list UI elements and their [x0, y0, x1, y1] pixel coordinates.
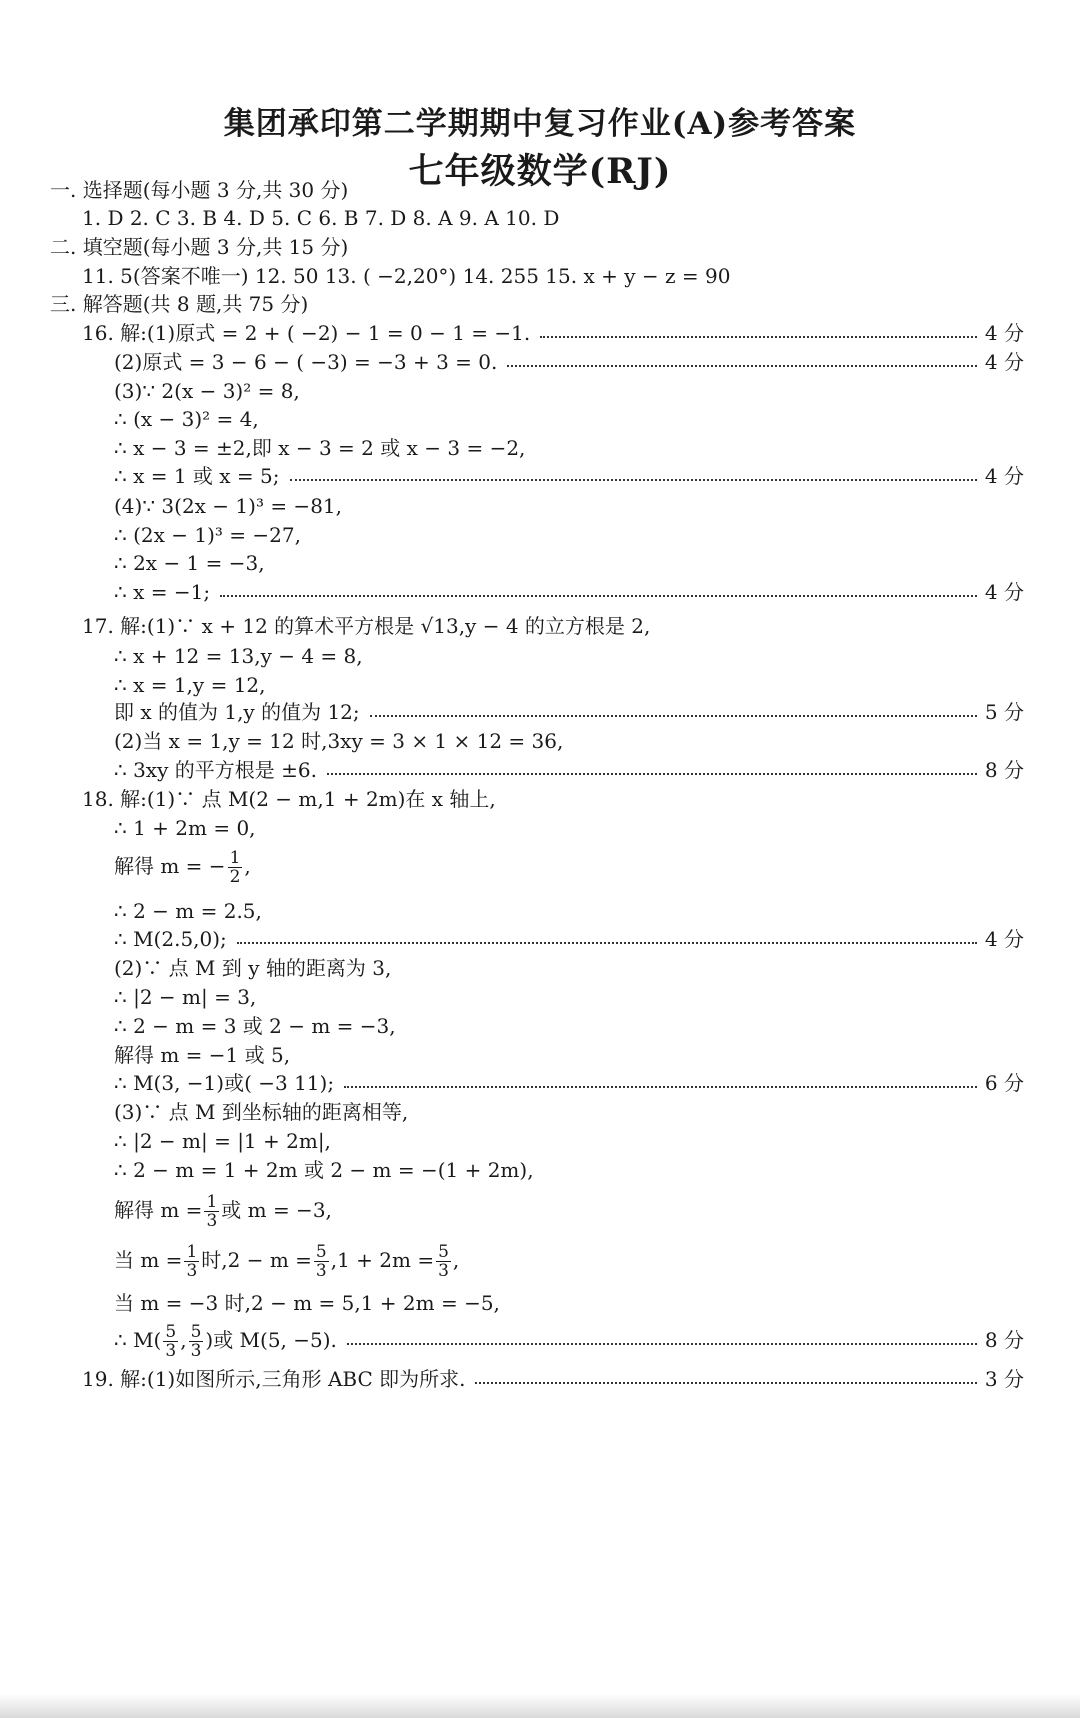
numerator: 1 [206, 1192, 218, 1212]
solution-line: 当 m = −3 时,2 − m = 5,1 + 2m = −5, [114, 1291, 500, 1315]
numerator: 5 [190, 1322, 202, 1342]
score-label: 4 分 [984, 321, 1024, 345]
solution-text: ∴ x = −1; [114, 580, 211, 604]
fraction [184, 1243, 199, 1280]
page-title: 集团承印第二学期期中复习作业(A)参考答案 [223, 106, 857, 142]
leader-dots [540, 336, 977, 338]
solution-line [114, 461, 1024, 491]
solution-text: 解得 m = [114, 1198, 203, 1222]
leader-dots [347, 1343, 977, 1345]
solution-line: ∴ x + 12 = 13,y − 4 = 8, [114, 644, 363, 668]
solution-line: ∴ 1 + 2m = 0, [114, 816, 256, 840]
solution-line: (3)∵ 2(x − 3)² = 8, [114, 379, 300, 403]
solution-text: 即 x 的值为 1,y 的值为 12; [114, 700, 360, 724]
denominator: 3 [315, 1261, 327, 1281]
solution-text: 19. 解:(1)如图所示,三角形 ABC 即为所求. [82, 1367, 466, 1391]
fraction [228, 849, 243, 886]
leader-dots [475, 1382, 976, 1384]
fraction [436, 1243, 451, 1280]
solution-text: 或 m = −3, [221, 1198, 332, 1222]
denominator: 3 [438, 1261, 449, 1281]
leader-dots [370, 715, 977, 717]
denominator: 3 [190, 1341, 202, 1361]
solution-line [114, 846, 251, 886]
solution-text: ∴ M( [114, 1328, 162, 1352]
score-label: 4 分 [984, 927, 1024, 951]
leader-dots [290, 479, 977, 481]
solution-text: ,1 + 2m = [330, 1248, 435, 1272]
solution-line: 17. 解:(1)∵ x + 12 的算术平方根是 √13,y − 4 的立方根是 2, [82, 614, 651, 638]
fraction [189, 1323, 204, 1360]
solution-text [114, 1320, 337, 1360]
fraction [204, 1193, 219, 1230]
solution-line [114, 1190, 332, 1230]
solution-text: 解得 m = − [114, 854, 226, 878]
section-heading: 三. 解答题(共 8 题,共 75 分) [50, 292, 309, 316]
score-label: 6 分 [984, 1071, 1024, 1095]
solution-line [114, 924, 1024, 954]
numerator: 5 [438, 1242, 449, 1262]
solution-line [114, 697, 1024, 727]
section-heading: 二. 填空题(每小题 3 分,共 15 分) [50, 235, 349, 259]
score-label: 4 分 [984, 350, 1024, 374]
solution-line: ∴ (x − 3)² = 4, [114, 407, 259, 431]
solution-line [82, 1364, 1024, 1394]
solution-text: , [180, 1328, 187, 1352]
solution-line: ∴ 2 − m = 2.5, [114, 899, 262, 923]
solution-line [114, 1320, 1024, 1360]
solution-line: ∴ 2 − m = 3 或 2 − m = −3, [114, 1014, 396, 1038]
solution-text: , [452, 1248, 460, 1272]
solution-text: , [244, 854, 251, 878]
solution-line: ∴ (2x − 1)³ = −27, [114, 523, 301, 547]
page-bottom-shadow [0, 1694, 1080, 1718]
solution-line [114, 577, 1024, 607]
score-label: 8 分 [984, 1328, 1024, 1352]
denominator: 3 [165, 1341, 177, 1361]
score-label: 4 分 [984, 580, 1024, 604]
solution-text: )或 M(5, −5). [205, 1328, 337, 1352]
leader-dots [237, 942, 977, 944]
solution-line: (2)∵ 点 M 到 y 轴的距离为 3, [114, 956, 392, 980]
solution-line: 18. 解:(1)∵ 点 M(2 − m,1 + 2m)在 x 轴上, [82, 787, 496, 811]
solution-text: ∴ x = 1 或 x = 5; [114, 464, 280, 488]
leader-dots [220, 595, 977, 597]
solution-line: (3)∵ 点 M 到坐标轴的距离相等, [114, 1100, 409, 1124]
solution-line: ∴ |2 − m| = 3, [114, 985, 257, 1009]
solution-line: ∴ x − 3 = ±2,即 x − 3 = 2 或 x − 3 = −2, [114, 436, 526, 460]
leader-dots [344, 1086, 977, 1088]
score-label: 4 分 [984, 464, 1024, 488]
fraction [163, 1323, 178, 1360]
solution-line: 解得 m = −1 或 5, [114, 1043, 291, 1067]
solution-text: ∴ M(2.5,0); [114, 927, 227, 951]
solution-text: ∴ 3xy 的平方根是 ±6. [114, 758, 317, 782]
solution-text: (2)原式 = 3 − 6 − ( −3) = −3 + 3 = 0. [114, 350, 498, 374]
score-label: 5 分 [984, 700, 1024, 724]
denominator: 3 [206, 1211, 218, 1231]
solution-line: ∴ x = 1,y = 12, [114, 673, 266, 697]
numerator: 5 [165, 1322, 177, 1342]
numerator: 1 [229, 848, 241, 868]
solution-text: 16. 解:(1)原式 = 2 + ( −2) − 1 = 0 − 1 = −1. [82, 321, 531, 345]
page-subtitle: 七年级数学(RJ) [408, 151, 672, 192]
answer-row: 11. 5(答案不唯一) 12. 50 13. ( −2,20°) 14. 255 15. x + y − z = 90 [82, 264, 731, 288]
numerator: 5 [315, 1242, 327, 1262]
score-label: 8 分 [984, 758, 1024, 782]
numerator: 1 [186, 1242, 198, 1262]
solution-line [114, 1068, 1024, 1098]
solution-line [114, 1240, 459, 1280]
leader-dots [507, 365, 977, 367]
solution-text: ∴ M(3, −1)或( −3 11); [114, 1071, 335, 1095]
solution-line [114, 755, 1024, 785]
solution-line: ∴ 2 − m = 1 + 2m 或 2 − m = −(1 + 2m), [114, 1158, 534, 1182]
solution-line: (2)当 x = 1,y = 12 时,3xy = 3 × 1 × 12 = 36, [114, 729, 564, 753]
denominator: 3 [186, 1261, 198, 1281]
fraction [314, 1243, 329, 1280]
solution-line [114, 347, 1024, 377]
answer-row: 1. D 2. C 3. B 4. D 5. C 6. B 7. D 8. A 9. A 10. D [82, 206, 560, 230]
solution-text: 当 m = [114, 1248, 183, 1272]
denominator: 2 [229, 867, 241, 887]
solution-text: 时,2 − m = [201, 1248, 312, 1272]
solution-line: ∴ 2x − 1 = −3, [114, 551, 265, 575]
solution-line [82, 318, 1024, 348]
section-heading: 一. 选择题(每小题 3 分,共 30 分) [50, 178, 349, 202]
leader-dots [327, 773, 977, 775]
solution-line: (4)∵ 3(2x − 1)³ = −81, [114, 494, 342, 518]
solution-line: ∴ |2 − m| = |1 + 2m|, [114, 1129, 331, 1153]
score-label: 3 分 [984, 1367, 1024, 1391]
